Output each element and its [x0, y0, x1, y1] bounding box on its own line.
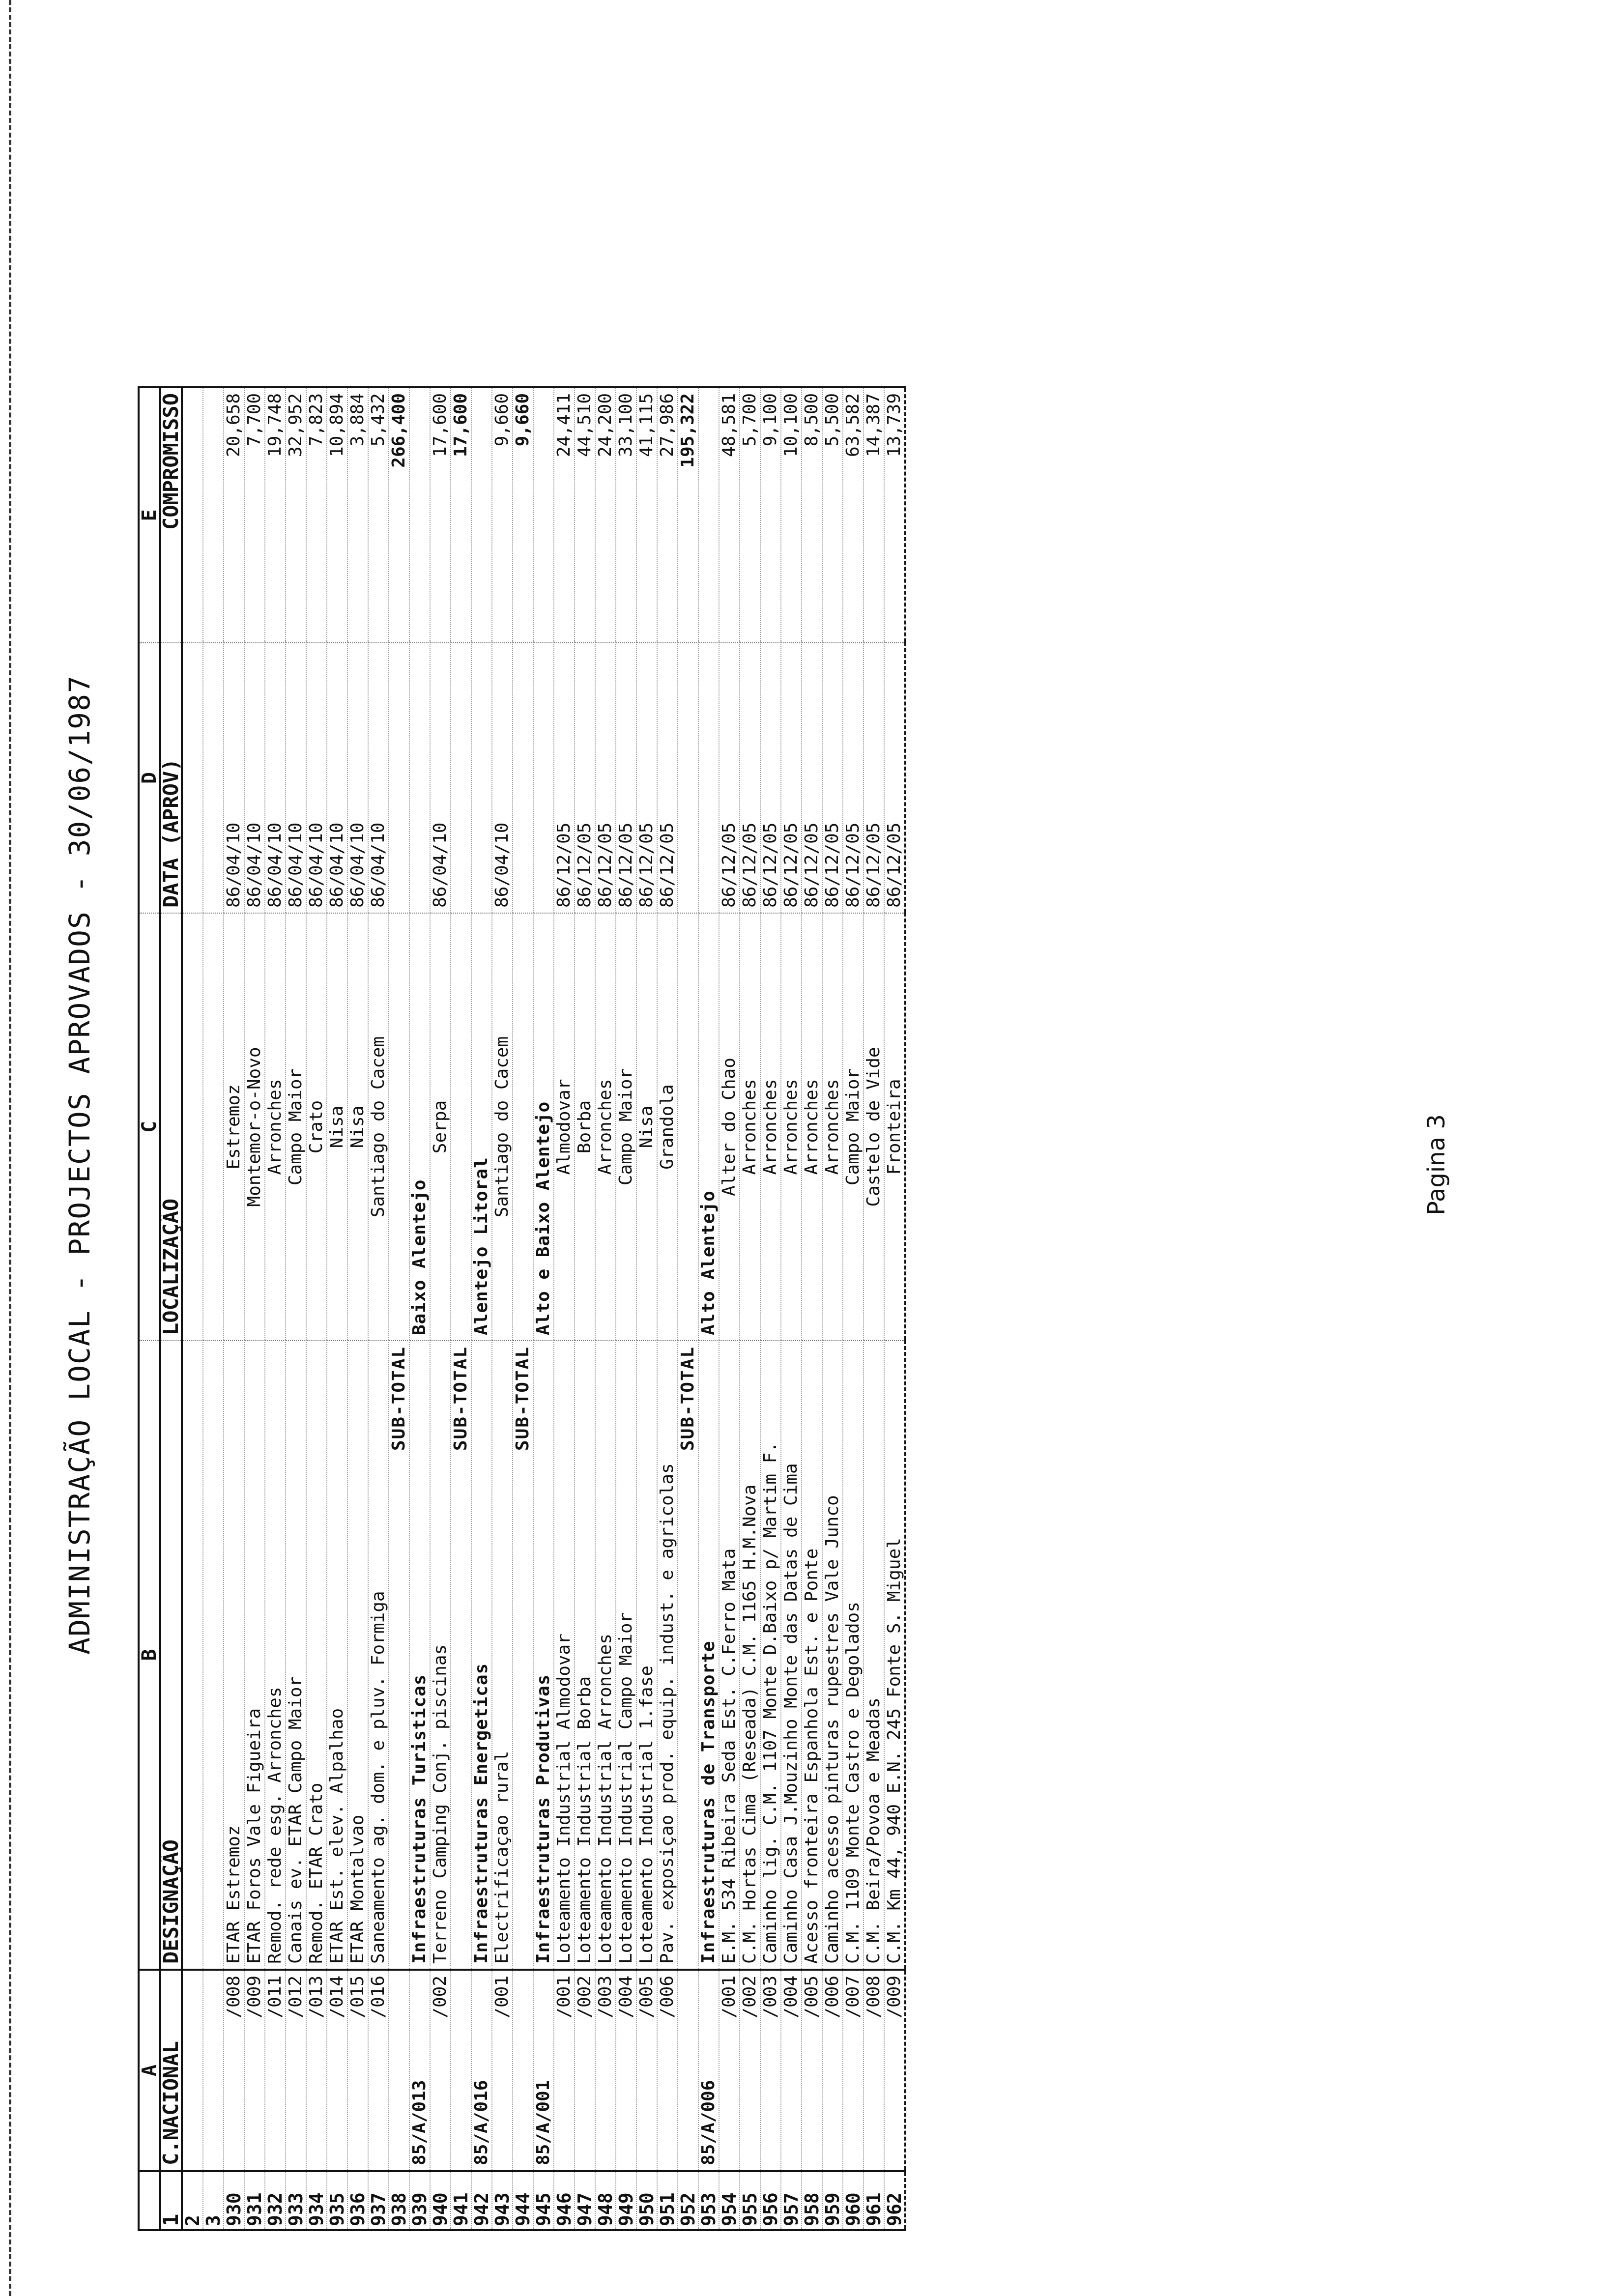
cell-compromisso	[698, 387, 719, 643]
table-row	[843, 387, 864, 2230]
row-number: 932	[265, 2171, 286, 2230]
table-row	[389, 387, 409, 2230]
cell-data-aprov: 86/12/05	[802, 643, 822, 913]
cell-c-nacional: /014	[327, 1970, 347, 2171]
cell-localizacao: Alto Alentejo	[698, 913, 719, 1341]
cell-localizacao: Santiago do Cacem	[368, 913, 389, 1341]
row-number: 937	[368, 2171, 389, 2230]
row-number: 946	[554, 2171, 575, 2230]
cell-compromisso: 14,387	[864, 387, 884, 643]
row-number: 948	[595, 2171, 616, 2230]
cell-c-nacional: /013	[306, 1970, 327, 2171]
cell-data-aprov: 86/12/05	[657, 643, 678, 913]
cell-data-aprov: DATA (APROV)	[160, 643, 182, 913]
cell-designacao: Saneamento ag. dom. e pluv. Formiga	[368, 1341, 389, 1970]
rotated-page	[59, 79, 1494, 2251]
column-letter-row	[139, 387, 160, 2230]
cell-compromisso	[203, 387, 224, 643]
cell-c-nacional	[182, 1970, 203, 2171]
cell-localizacao: Campo Maior	[616, 913, 636, 1341]
cell-c-nacional: /004	[616, 1970, 636, 2171]
table-row	[616, 387, 636, 2230]
page-footer: Pagina 3	[1423, 1114, 1450, 1215]
table-row	[368, 387, 389, 2230]
cell-designacao: E.M. 534 Ribeira Seda Est. C.Ferro Mata	[719, 1341, 740, 1970]
table-row	[492, 387, 513, 2230]
cell-designacao: Caminho lig. C.M. 1107 Monte D.Baixo p/ Martim F.	[760, 1341, 781, 1970]
cell-localizacao: Nisa	[327, 913, 347, 1341]
table-row	[657, 387, 678, 2230]
table-row	[224, 387, 244, 2230]
cell-localizacao: Crato	[306, 913, 327, 1341]
table-row	[327, 387, 347, 2230]
row-number: 949	[616, 2171, 636, 2230]
cell-localizacao: Nisa	[347, 913, 368, 1341]
cell-localizacao: Arronches	[760, 913, 781, 1341]
spreadsheet-table	[138, 386, 906, 2231]
cell-designacao	[182, 1341, 203, 1970]
row-number: 961	[864, 2171, 884, 2230]
cell-compromisso: 63,582	[843, 387, 864, 643]
cell-localizacao: Arronches	[822, 913, 843, 1341]
cell-compromisso: 5,500	[822, 387, 843, 643]
table-row	[575, 387, 595, 2230]
cell-data-aprov: 86/12/05	[719, 643, 740, 913]
cell-data-aprov: 86/12/05	[616, 643, 636, 913]
cell-designacao: C.M. Beira/Povoa e Meadas	[864, 1341, 884, 1970]
row-number: 956	[760, 2171, 781, 2230]
cell-data-aprov: 86/04/10	[327, 643, 347, 913]
table-row	[513, 387, 533, 2230]
cell-data-aprov: 86/04/10	[306, 643, 327, 913]
table-row	[409, 387, 430, 2230]
cell-data-aprov	[678, 643, 698, 913]
cell-data-aprov: 86/04/10	[224, 643, 244, 913]
column-letter-d: D	[139, 643, 160, 913]
cell-c-nacional: C.NACIONAL	[160, 1970, 182, 2171]
cell-localizacao: Nisa	[636, 913, 657, 1341]
cell-data-aprov	[513, 643, 533, 913]
cell-c-nacional: /009	[244, 1970, 265, 2171]
cell-designacao: SUB-TOTAL	[678, 1341, 698, 1970]
cell-localizacao: Alentejo Litoral	[471, 913, 492, 1341]
cell-designacao: Canais ev. ETAR Campo Maior	[286, 1341, 306, 1970]
header-row	[160, 387, 182, 2230]
cell-c-nacional: /003	[595, 1970, 616, 2171]
cell-c-nacional: 85/A/006	[698, 1970, 719, 2171]
row-number: 952	[678, 2171, 698, 2230]
cell-c-nacional: /006	[657, 1970, 678, 2171]
cell-c-nacional: /015	[347, 1970, 368, 2171]
cell-compromisso: 266,400	[389, 387, 409, 643]
table-row	[430, 387, 451, 2230]
cell-designacao: ETAR Montalvao	[347, 1341, 368, 1970]
cell-compromisso: 24,200	[595, 387, 616, 643]
cell-compromisso: 9,100	[760, 387, 781, 643]
cell-compromisso: 20,658	[224, 387, 244, 643]
table-row	[471, 387, 492, 2230]
cell-designacao: SUB-TOTAL	[389, 1341, 409, 1970]
cell-c-nacional: /002	[575, 1970, 595, 2171]
cell-localizacao: Alter do Chao	[719, 913, 740, 1341]
row-number: 2	[182, 2171, 203, 2230]
table-row	[698, 387, 719, 2230]
row-number: 953	[698, 2171, 719, 2230]
cell-compromisso	[182, 387, 203, 643]
row-number: 950	[636, 2171, 657, 2230]
cell-data-aprov: 86/12/05	[884, 643, 905, 913]
cell-data-aprov: 86/04/10	[286, 643, 306, 913]
cell-localizacao: Borba	[575, 913, 595, 1341]
cell-localizacao: Estremoz	[224, 913, 244, 1341]
cell-c-nacional: /005	[802, 1970, 822, 2171]
row-number: 951	[657, 2171, 678, 2230]
cell-designacao: Infraestruturas Turisticas	[409, 1341, 430, 1970]
table-row	[781, 387, 802, 2230]
cell-c-nacional: /003	[760, 1970, 781, 2171]
cell-localizacao: Arronches	[781, 913, 802, 1341]
page-title: ADMINISTRAÇÃO LOCAL - PROJECTOS APROVADOS - 30/06/1987	[63, 675, 96, 1655]
row-number: 943	[492, 2171, 513, 2230]
cell-localizacao: Arronches	[265, 913, 286, 1341]
cell-data-aprov: 86/04/10	[492, 643, 513, 913]
cell-compromisso: 13,739	[884, 387, 905, 643]
table-row	[203, 387, 224, 2230]
cell-data-aprov	[471, 643, 492, 913]
cell-designacao: C.M. 1109 Monte Castro e Degolados	[843, 1341, 864, 1970]
corner-cell	[139, 2171, 160, 2230]
cell-compromisso	[409, 387, 430, 643]
cell-compromisso: 195,322	[678, 387, 698, 643]
cell-compromisso: 44,510	[575, 387, 595, 643]
cell-c-nacional: /001	[719, 1970, 740, 2171]
cell-data-aprov: 86/12/05	[864, 643, 884, 913]
table-row	[822, 387, 843, 2230]
row-number: 945	[533, 2171, 554, 2230]
cell-designacao: Electrificaçao rural	[492, 1341, 513, 1970]
cell-data-aprov: 86/04/10	[368, 643, 389, 913]
cell-localizacao	[678, 913, 698, 1341]
cell-compromisso: 33,100	[616, 387, 636, 643]
cell-compromisso: 27,986	[657, 387, 678, 643]
row-number: 957	[781, 2171, 802, 2230]
cell-designacao: Terreno Camping Conj. piscinas	[430, 1341, 451, 1970]
cell-localizacao: Campo Maior	[286, 913, 306, 1341]
cell-data-aprov: 86/04/10	[265, 643, 286, 913]
row-number: 939	[409, 2171, 430, 2230]
cell-c-nacional: /004	[781, 1970, 802, 2171]
cell-localizacao: Serpa	[430, 913, 451, 1341]
cell-c-nacional: /006	[822, 1970, 843, 2171]
cell-compromisso: 41,115	[636, 387, 657, 643]
cell-localizacao: Castelo de Vide	[864, 913, 884, 1341]
cell-data-aprov: 86/12/05	[636, 643, 657, 913]
cell-designacao: Loteamento Industrial Borba	[575, 1341, 595, 1970]
row-number: 942	[471, 2171, 492, 2230]
cell-compromisso: COMPROMISSO	[160, 387, 182, 643]
table-row	[719, 387, 740, 2230]
row-number: 936	[347, 2171, 368, 2230]
table-row	[182, 387, 203, 2230]
cell-data-aprov: 86/12/05	[760, 643, 781, 913]
cell-localizacao	[451, 913, 471, 1341]
cell-designacao: DESIGNAÇÃO	[160, 1341, 182, 1970]
cell-designacao: SUB-TOTAL	[451, 1341, 471, 1970]
cell-c-nacional: /008	[864, 1970, 884, 2171]
cell-c-nacional	[678, 1970, 698, 2171]
cell-compromisso: 8,500	[802, 387, 822, 643]
table-row	[265, 387, 286, 2230]
cell-compromisso: 10,894	[327, 387, 347, 643]
row-number: 940	[430, 2171, 451, 2230]
cell-data-aprov	[451, 643, 471, 913]
table-row	[595, 387, 616, 2230]
cell-localizacao	[203, 913, 224, 1341]
cell-localizacao	[182, 913, 203, 1341]
cell-designacao: C.M. Km 44, 940 E.N. 245 Fonte S. Miguel	[884, 1341, 905, 1970]
cell-data-aprov: 86/12/05	[781, 643, 802, 913]
cell-c-nacional: 85/A/013	[409, 1970, 430, 2171]
column-letter-c: C	[139, 913, 160, 1341]
cell-localizacao: Fronteira	[884, 913, 905, 1341]
cell-compromisso: 32,952	[286, 387, 306, 643]
row-number: 944	[513, 2171, 533, 2230]
cell-data-aprov: 86/12/05	[740, 643, 760, 913]
cell-data-aprov: 86/04/10	[347, 643, 368, 913]
cell-data-aprov: 86/04/10	[430, 643, 451, 913]
cell-compromisso: 7,700	[244, 387, 265, 643]
cell-c-nacional: /016	[368, 1970, 389, 2171]
cell-designacao: Remod. rede esg. Arronches	[265, 1341, 286, 1970]
cell-data-aprov: 86/12/05	[843, 643, 864, 913]
cell-designacao: Infraestruturas Produtivas	[533, 1341, 554, 1970]
cell-designacao: Loteamento Industrial Campo Maior	[616, 1341, 636, 1970]
row-number: 938	[389, 2171, 409, 2230]
cell-c-nacional: 85/A/016	[471, 1970, 492, 2171]
cell-localizacao	[513, 913, 533, 1341]
cell-designacao	[203, 1341, 224, 1970]
cell-compromisso: 17,600	[451, 387, 471, 643]
cell-localizacao: Santiago do Cacem	[492, 913, 513, 1341]
cell-designacao: Infraestruturas de Transporte	[698, 1341, 719, 1970]
cell-designacao: ETAR Foros Vale Figueira	[244, 1341, 265, 1970]
row-number: 954	[719, 2171, 740, 2230]
row-number: 955	[740, 2171, 760, 2230]
table-row	[636, 387, 657, 2230]
table-row	[533, 387, 554, 2230]
table-row	[244, 387, 265, 2230]
cell-c-nacional	[451, 1970, 471, 2171]
cell-c-nacional: /002	[740, 1970, 760, 2171]
table-row	[802, 387, 822, 2230]
cell-c-nacional: /011	[265, 1970, 286, 2171]
cell-designacao: Caminho Casa J.Mouzinho Monte das Datas de Cima	[781, 1341, 802, 1970]
cell-designacao: Acesso fronteira Espanhola Est. e Ponte	[802, 1341, 822, 1970]
cell-compromisso: 9,660	[492, 387, 513, 643]
cell-designacao: Loteamento Industrial Arronches	[595, 1341, 616, 1970]
cell-c-nacional: /008	[224, 1970, 244, 2171]
row-number: 960	[843, 2171, 864, 2230]
cell-c-nacional: /009	[884, 1970, 905, 2171]
cell-localizacao: Arronches	[802, 913, 822, 1341]
cell-compromisso: 24,411	[554, 387, 575, 643]
cell-c-nacional: /001	[554, 1970, 575, 2171]
cell-compromisso: 9,660	[513, 387, 533, 643]
cell-c-nacional: /002	[430, 1970, 451, 2171]
cell-localizacao: Grandola	[657, 913, 678, 1341]
cell-localizacao: Arronches	[740, 913, 760, 1341]
row-number: 958	[802, 2171, 822, 2230]
cell-localizacao: Alto e Baixo Alentejo	[533, 913, 554, 1341]
row-number: 941	[451, 2171, 471, 2230]
cell-designacao: C.M. Hortas Cima (Reseada) C.M. 1165 H.M.Nova	[740, 1341, 760, 1970]
table-row	[864, 387, 884, 2230]
cell-compromisso: 5,700	[740, 387, 760, 643]
cell-data-aprov	[203, 643, 224, 913]
cell-compromisso	[533, 387, 554, 643]
cell-c-nacional: /012	[286, 1970, 306, 2171]
cell-c-nacional	[203, 1970, 224, 2171]
cell-compromisso: 3,884	[347, 387, 368, 643]
cell-data-aprov	[182, 643, 203, 913]
row-number: 1	[160, 2171, 182, 2230]
cell-compromisso: 5,432	[368, 387, 389, 643]
page-edge-dashed	[9, 0, 11, 2296]
row-number: 947	[575, 2171, 595, 2230]
cell-designacao: Infraestruturas Energeticas	[471, 1341, 492, 1970]
row-number: 3	[203, 2171, 224, 2230]
row-number: 931	[244, 2171, 265, 2230]
cell-designacao: Pav. exposiçao prod. equip. indust. e agricolas	[657, 1341, 678, 1970]
spreadsheet-body	[139, 387, 905, 2230]
cell-compromisso: 48,581	[719, 387, 740, 643]
cell-data-aprov: 86/12/05	[595, 643, 616, 913]
cell-c-nacional: /001	[492, 1970, 513, 2171]
cell-c-nacional	[389, 1970, 409, 2171]
cell-compromisso: 17,600	[430, 387, 451, 643]
cell-data-aprov: 86/12/05	[822, 643, 843, 913]
cell-data-aprov: 86/12/05	[554, 643, 575, 913]
column-letter-a: A	[139, 1970, 160, 2171]
table-row	[286, 387, 306, 2230]
cell-designacao: ETAR Estremoz	[224, 1341, 244, 1970]
cell-localizacao: Baixo Alentejo	[409, 913, 430, 1341]
cell-data-aprov	[533, 643, 554, 913]
cell-data-aprov	[698, 643, 719, 913]
cell-compromisso	[471, 387, 492, 643]
row-number: 935	[327, 2171, 347, 2230]
row-number: 959	[822, 2171, 843, 2230]
table-row	[554, 387, 575, 2230]
cell-data-aprov	[389, 643, 409, 913]
table-row	[740, 387, 760, 2230]
cell-designacao: Loteamento Industrial Almodovar	[554, 1341, 575, 1970]
row-number: 934	[306, 2171, 327, 2230]
cell-designacao: Remod. ETAR Crato	[306, 1341, 327, 1970]
table-row	[884, 387, 905, 2230]
row-number: 962	[884, 2171, 905, 2230]
cell-localizacao: LOCALIZAÇÃO	[160, 913, 182, 1341]
cell-c-nacional: /007	[843, 1970, 864, 2171]
table-row	[451, 387, 471, 2230]
cell-localizacao: Campo Maior	[843, 913, 864, 1341]
row-number: 933	[286, 2171, 306, 2230]
row-number: 930	[224, 2171, 244, 2230]
cell-designacao: Loteamento Industrial 1.fase	[636, 1341, 657, 1970]
column-letter-b: B	[139, 1341, 160, 1970]
table-row	[347, 387, 368, 2230]
cell-compromisso: 7,823	[306, 387, 327, 643]
table-row	[678, 387, 698, 2230]
cell-designacao: SUB-TOTAL	[513, 1341, 533, 1970]
cell-localizacao: Montemor-o-Novo	[244, 913, 265, 1341]
cell-designacao: ETAR Est. elev. Alpalhao	[327, 1341, 347, 1970]
cell-designacao: Caminho acesso pinturas rupestres Vale Junco	[822, 1341, 843, 1970]
cell-compromisso: 19,748	[265, 387, 286, 643]
cell-c-nacional: /005	[636, 1970, 657, 2171]
table-row	[760, 387, 781, 2230]
cell-c-nacional	[513, 1970, 533, 2171]
cell-localizacao: Arronches	[595, 913, 616, 1341]
table-row	[306, 387, 327, 2230]
cell-data-aprov: 86/12/05	[575, 643, 595, 913]
cell-compromisso: 10,100	[781, 387, 802, 643]
cell-data-aprov: 86/04/10	[244, 643, 265, 913]
column-letter-e: E	[139, 387, 160, 643]
cell-localizacao: Almodovar	[554, 913, 575, 1341]
cell-localizacao	[389, 913, 409, 1341]
cell-c-nacional: 85/A/001	[533, 1970, 554, 2171]
cell-data-aprov	[409, 643, 430, 913]
